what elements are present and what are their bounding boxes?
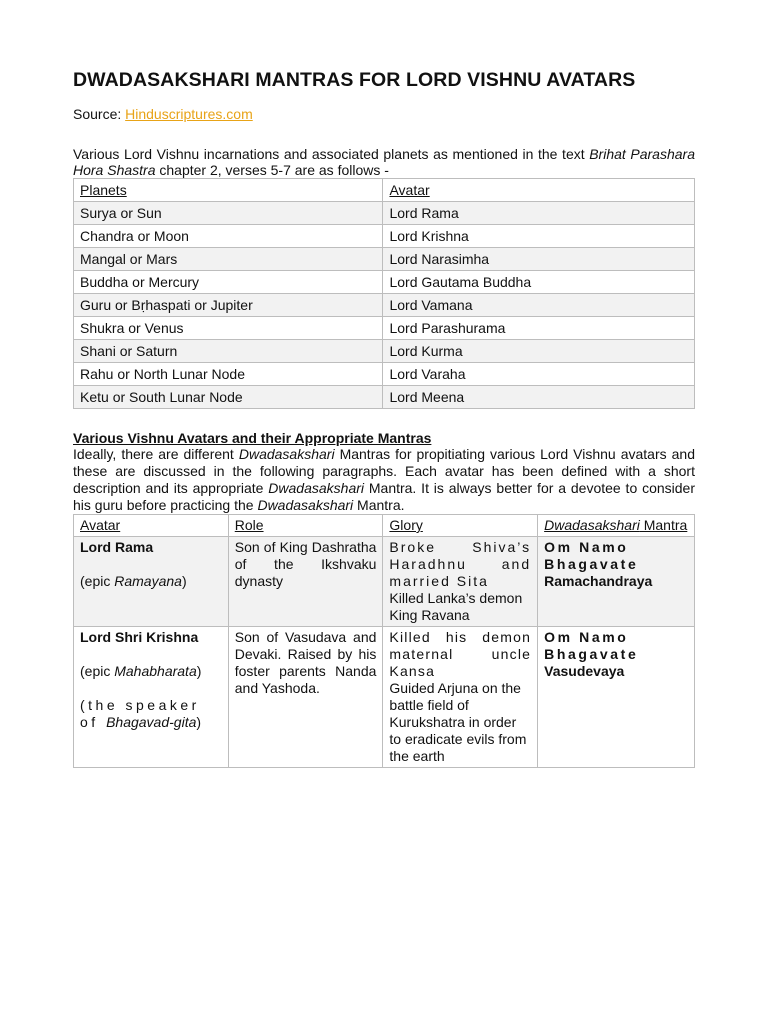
header-role: Role: [228, 515, 383, 537]
header-mantra: [538, 515, 695, 537]
para-em: Dwadasakshari: [238, 446, 335, 462]
planet-cell: Mangal or Mars: [74, 248, 383, 271]
avatar-cell: Lord Meena: [383, 386, 695, 409]
glory-cell: [383, 627, 538, 768]
epic-text: ): [196, 663, 202, 679]
speaker-title: Bhagavad-gita: [106, 714, 197, 730]
section-heading: Various Vishnu Avatars and their Appropriate Mantras: [73, 430, 432, 446]
role-cell: Son of King Dashratha of the Ikshvaku dynasty: [228, 537, 383, 627]
avatar-cell: Lord Parashurama: [383, 317, 695, 340]
glory-text: Killed his demon maternal uncle Kansa: [389, 629, 532, 679]
intro-book-title: Brihat Parashara Hora Shastra: [73, 146, 695, 178]
planet-cell: Shani or Saturn: [74, 340, 383, 363]
avatar-cell: Lord Gautama Buddha: [383, 271, 695, 294]
glory-text: Guided Arjuna on the battle field of Kurukshatra in order to eradicate evils from the earth: [389, 680, 527, 764]
mantra-cell: [538, 537, 695, 627]
avatar-cell: Lord Vamana: [383, 294, 695, 317]
speaker-text: ): [196, 714, 202, 730]
glory-cell: [383, 537, 538, 627]
document-page: [73, 68, 695, 768]
table-header-row: [74, 179, 695, 202]
mantra-text: [544, 629, 688, 680]
para-em: Dwadasakshari: [257, 497, 354, 513]
header-avatar: Avatar: [74, 515, 229, 537]
mantra-line: Vasudevaya: [544, 663, 625, 679]
avatar-cell: Lord Krishna: [383, 225, 695, 248]
planet-cell: Surya or Sun: [74, 202, 383, 225]
avatar-cell: Lord Kurma: [383, 340, 695, 363]
para-text: Ideally, there are different: [73, 446, 239, 462]
mantra-cell: [538, 627, 695, 768]
avatar-cell: [74, 627, 229, 768]
avatar-cell: Lord Narasimha: [383, 248, 695, 271]
para-em: Dwadasakshari: [268, 480, 365, 496]
mantra-line: Om Namo Bhagavate: [544, 539, 639, 572]
avatar-mantra-table: [73, 514, 695, 768]
table-row: [74, 271, 695, 294]
planet-cell: Guru or Bṛhaspati or Jupiter: [74, 294, 383, 317]
role-cell: Son of Vasudava and Devaki. Raised by his foster parents Nanda and Yashoda.: [228, 627, 383, 768]
table-header-row: [74, 515, 695, 537]
header-planets: Planets: [74, 179, 383, 202]
planet-cell: Rahu or North Lunar Node: [74, 363, 383, 386]
avatar-cell: [74, 537, 229, 627]
para-text: Mantra. It is always better for a devotee to consider his guru before practicing the: [73, 480, 695, 513]
planets-table: [73, 178, 695, 409]
intro-paragraph: [73, 146, 695, 178]
table-row: [74, 294, 695, 317]
epic-title: Mahabharata: [114, 663, 197, 679]
header-mantra-rest: Mantra: [639, 517, 688, 533]
glory-text: Broke Shiva’s Haradhnu and married Sita: [389, 539, 532, 589]
table-row: [74, 363, 695, 386]
para-text: Mantras for propitiating various Lord Vishnu avatars and these are discussed in the following paragraphs. Each avatar has been defined with a short description and its appropriate: [73, 446, 696, 496]
table-row: [74, 202, 695, 225]
avatar-name: Lord Shri Krishna: [80, 629, 199, 645]
avatar-cell: Lord Varaha: [383, 363, 695, 386]
epic-text: (epic: [80, 573, 115, 589]
avatar-name: Lord Rama: [80, 539, 154, 555]
epic-text: (epic: [80, 663, 115, 679]
avatar-cell: Lord Rama: [383, 202, 695, 225]
table-row: [74, 386, 695, 409]
mantra-line: Om Namo Bhagavate: [544, 629, 639, 662]
table-row: [74, 317, 695, 340]
speaker-text: (the speaker of: [80, 697, 200, 730]
para-text: Mantra.: [353, 497, 405, 513]
epic-title: Ramayana: [114, 573, 182, 589]
planet-cell: Shukra or Venus: [74, 317, 383, 340]
intro-text: Various Lord Vishnu incarnations and associated planets as mentioned in the text: [73, 146, 590, 162]
table-row: [74, 248, 695, 271]
document-title: DWADASAKSHARI MANTRAS FOR LORD VISHNU AVATARS: [73, 69, 636, 91]
table-row: [74, 225, 695, 248]
header-avatar: Avatar: [383, 179, 695, 202]
source-link[interactable]: Hinduscriptures.com: [125, 106, 253, 122]
planet-cell: Chandra or Moon: [74, 225, 383, 248]
table-row: [74, 537, 695, 627]
planet-cell: Ketu or South Lunar Node: [74, 386, 383, 409]
mantra-line: Ramachandraya: [544, 573, 653, 589]
table-row: [74, 627, 695, 768]
header-glory: Glory: [383, 515, 538, 537]
table-row: [74, 340, 695, 363]
source-label: Source:: [73, 106, 122, 122]
source-line: [73, 105, 695, 123]
intro-text-end: chapter 2, verses 5-7 are as follows -: [155, 162, 389, 178]
section-paragraph: [73, 446, 695, 514]
mantra-text: [544, 539, 688, 590]
glory-text: Killed Lanka’s demon King Ravana: [389, 590, 523, 623]
header-mantra-em: Dwadasakshari: [544, 517, 640, 533]
planet-cell: Buddha or Mercury: [74, 271, 383, 294]
epic-text: ): [181, 573, 187, 589]
